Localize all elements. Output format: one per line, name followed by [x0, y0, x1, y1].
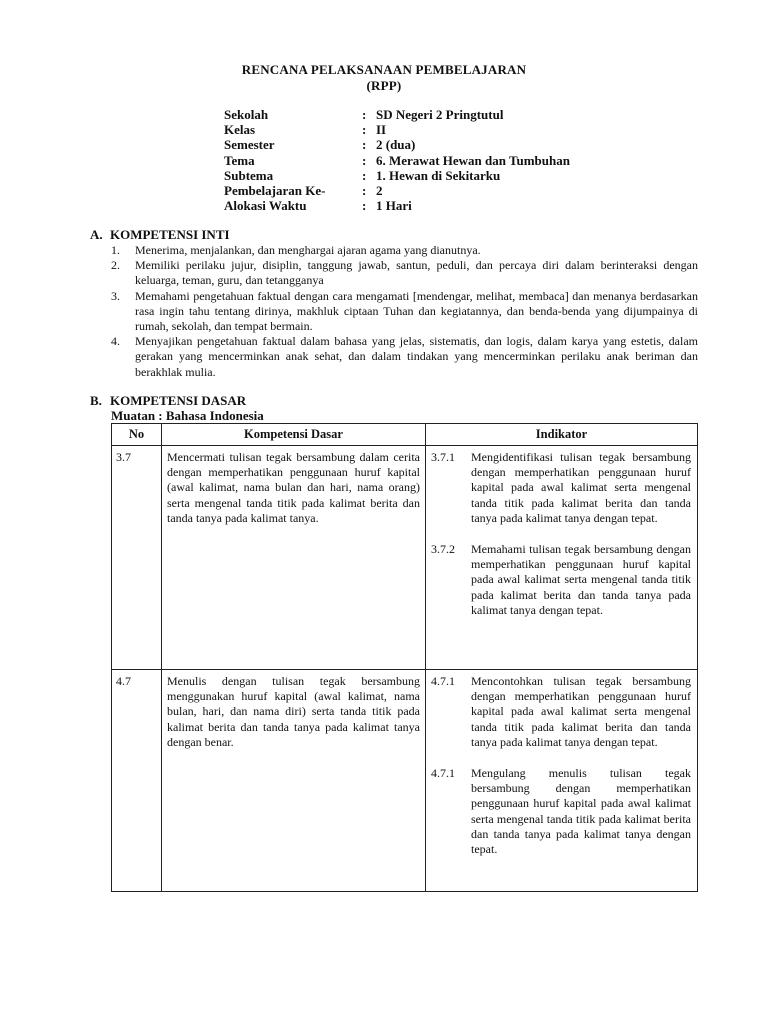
kompetensi-inti-list [111, 243, 698, 380]
indicator-item [431, 766, 691, 857]
identity-label: Sekolah [224, 107, 269, 122]
identity-colon: : [362, 152, 367, 168]
identity-row-alokasi-waktu [224, 198, 570, 213]
identity-block [224, 107, 570, 213]
indicator-code: 4.7.1 [431, 766, 455, 781]
identity-row-kelas [224, 122, 570, 137]
identity-label: Pembelajaran Ke- [224, 182, 326, 198]
list-text: Menyajikan pengetahuan faktual dalam bahasa yang jelas, sistematis, dan logis, dalam karya yang estetis, dalam gerakan yang mencerminkan anak sehat, dan dalam tindakan yang mencerminkan perilaku anak beriman dan berakhlak mulia. [135, 334, 698, 379]
identity-row-sekolah [224, 107, 570, 122]
identity-value: 6. Merawat Hewan dan Tumbuhan [376, 152, 570, 168]
table-row [112, 446, 698, 670]
identity-colon: : [362, 107, 367, 122]
identity-colon: : [362, 137, 367, 153]
list-text: Menerima, menjalankan, dan menghargai ajaran agama yang dianutnya. [135, 243, 481, 257]
section-title: KOMPETENSI INTI [110, 227, 230, 242]
indicator-text: Memahami tulisan tegak bersambung dengan memperhatikan penggunaan huruf kapital pada awal kalimat serta mengenal tanda titik pada kalimat berita dan tanda tanya pada kalimat tanya dengan tepat. [471, 542, 691, 617]
indicator-code: 3.7.2 [431, 542, 455, 557]
table-header-row [112, 424, 698, 446]
row-number: 3.7 [112, 446, 162, 670]
identity-label: Semester [224, 137, 275, 153]
list-number: 3. [111, 288, 120, 303]
identity-colon: : [362, 198, 367, 214]
section-letter: B. [90, 393, 102, 408]
kompetensi-dasar-cell: Mencermati tulisan tegak bersambung dalam cerita dengan memperhatikan penggunaan huruf kapital (awal kalimat, nama bulan dan hari, nama orang) serta mengenal tanda titik pada kalimat berita dan tanda tanya pada kalimat tanya. [162, 446, 426, 670]
indicator-text: Mengulang menulis tulisan tegak bersambung dengan memperhatikan penggunaan huruf kapital pada awal kalimat serta mengenal tanda titik pada kalimat berita dan tanda tanya pada kalimat tanya dengan tepat. [471, 766, 691, 857]
identity-value: 2 (dua) [376, 137, 416, 153]
table-row [112, 670, 698, 892]
column-header-kompetensi-dasar: Kompetensi Dasar [162, 424, 426, 446]
indicator-code: 3.7.1 [431, 450, 455, 464]
identity-value: 2 [376, 182, 383, 198]
list-number: 2. [111, 258, 120, 273]
indicator-item [431, 542, 691, 618]
identity-row-tema [224, 153, 570, 168]
identity-row-subtema [224, 168, 570, 183]
identity-value: 1. Hewan di Sekitarku [376, 167, 501, 183]
list-text: Memahami pengetahuan faktual dengan cara mengamati [mendengar, melihat, membaca] dan menanya berdasarkan rasa ingin tahu tentang dirinya, makhluk ciptaan Tuhan dan kegiatannya, dan benda-benda yang dijumpainya di rumah, sekolah, dan tempat bermain. [135, 288, 698, 334]
identity-label: Tema [224, 152, 255, 168]
list-number: 1. [111, 243, 120, 257]
identity-colon: : [362, 182, 367, 198]
list-item [111, 243, 698, 258]
identity-value: II [376, 122, 387, 138]
column-header-no: No [112, 424, 162, 446]
identity-label: Alokasi Waktu [224, 198, 307, 214]
indicator-item [431, 674, 691, 750]
identity-value: 1 Hari [376, 198, 412, 214]
indicator-text: Mengidentifikasi tulisan tegak bersambung dengan memperhatikan penggunaan huruf kapital pada awal kalimat serta mengenal tanda titik pada kalimat berita dan tanda tanya pada kalimat tanya dengan tepat. [471, 450, 691, 525]
section-b-heading [90, 393, 246, 409]
indikator-cell [426, 446, 698, 670]
list-text: Memiliki perilaku jujur, disiplin, tanggung jawab, santun, peduli, dan percaya diri dalam berinteraksi dengan keluarga, teman, guru, dan tetangganya [135, 258, 698, 288]
section-title: KOMPETENSI DASAR [110, 393, 247, 408]
identity-value: SD Negeri 2 Pringtutul [376, 107, 504, 122]
list-item [111, 289, 698, 335]
muatan-label: Muatan : Bahasa Indonesia [111, 408, 264, 423]
indikator-cell [426, 670, 698, 892]
section-a-heading [90, 227, 230, 243]
list-item [111, 258, 698, 288]
identity-row-pembelajaran [224, 183, 570, 198]
document-subtitle: (RPP) [366, 78, 402, 93]
column-header-indikator: Indikator [426, 424, 698, 446]
row-number: 4.7 [112, 670, 162, 892]
document-title: RENCANA PELAKSANAAN PEMBELAJARAN [241, 62, 527, 77]
indicator-code: 4.7.1 [431, 674, 455, 688]
indicator-text: Mencontohkan tulisan tegak bersambung dengan memperhatikan penggunaan huruf kapital pada awal kalimat serta mengenal tanda titik pada kalimat berita dan tanda tanya pada kalimat tanya dengan tepat. [471, 674, 691, 749]
kompetensi-dasar-table [111, 423, 698, 892]
kompetensi-dasar-cell: Menulis dengan tulisan tegak bersambung menggunakan huruf kapital (awal kalimat, nama bulan, hari, dan nama diri) serta tanda titik pada kalimat berita dan tanda tanya pada kalimat tanya dengan benar. [162, 670, 426, 892]
indicator-item [431, 450, 691, 526]
identity-label: Kelas [224, 122, 256, 138]
section-letter: A. [90, 227, 103, 242]
identity-colon: : [362, 167, 367, 183]
identity-label: Subtema [224, 167, 274, 183]
list-number: 4. [111, 334, 120, 349]
identity-colon: : [362, 122, 367, 138]
list-item [111, 334, 698, 380]
identity-row-semester [224, 137, 570, 152]
